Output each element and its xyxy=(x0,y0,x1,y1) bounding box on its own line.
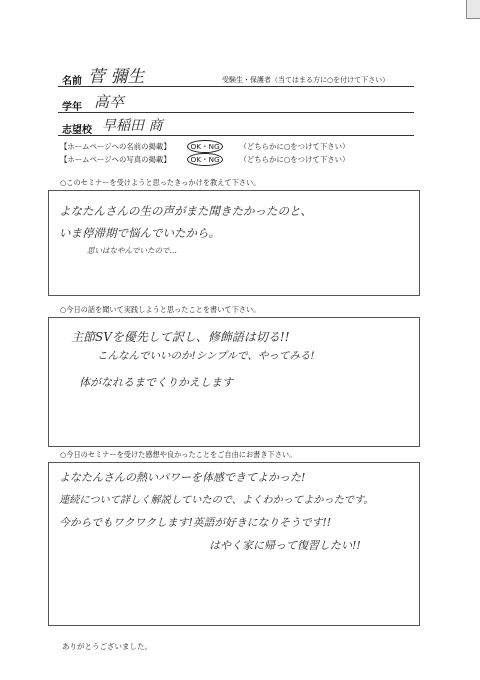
q3-line3: 今からでもワクワクします!英語が好きになりそうです!! xyxy=(59,516,332,529)
q2-line1: 主節SVを優先して訳し、修飾語は切る!! xyxy=(71,330,290,344)
school-value: 早稲田 商 xyxy=(102,118,163,134)
q2-answer-box xyxy=(48,317,420,447)
corner-tab xyxy=(466,0,480,19)
name-row xyxy=(58,66,414,87)
q3-answer-box xyxy=(48,462,420,626)
grade-row xyxy=(58,94,414,113)
consent-photo-ok-ng: OK・NG xyxy=(187,153,222,166)
role-note: 受験生・保護者（当てはまる方に○を付けて下さい） xyxy=(222,76,390,84)
consent-name-label: 【ホームページへの名前の掲載】 xyxy=(60,142,171,151)
q1-line3: 思いはなやんでいたので… xyxy=(87,246,177,255)
q1-answer-box xyxy=(48,190,420,296)
q2-prompt: ○今日の話を聞いて実践しようと思ったことを書いて下さい。 xyxy=(60,305,261,314)
q2-line3: 体がなれるまでくりかえします xyxy=(79,376,233,389)
grade-label: 学年 xyxy=(62,102,82,113)
consent-name-row xyxy=(60,140,349,153)
q3-prompt: ○今日のセミナーを受けた感想や良かったことをご自由にお書き下さい。 xyxy=(60,450,297,459)
school-row xyxy=(58,117,414,136)
thanks-footer: ありがとうございました。 xyxy=(62,642,152,651)
q3-line2: 連続について詳しく解説していたので、よくわかってよかったです。 xyxy=(59,495,374,506)
q1-prompt: ○このセミナーを受けようと思ったきっかけを教えて下さい。 xyxy=(60,178,261,187)
name-label: 名前 xyxy=(62,76,82,87)
consent-photo-row xyxy=(60,153,349,166)
q1-line1: よなたんさんの生の声がまた聞きたかったのと、 xyxy=(59,204,312,218)
q3-line1: よなたんさんの熱いパワーを体感できてよかった! xyxy=(59,471,306,484)
consent-name-ok-ng: OK・NG xyxy=(187,140,222,153)
q2-line2: こんなんでいいのか!シンプルで、やってみる! xyxy=(97,350,315,362)
school-label: 志望校 xyxy=(62,125,92,136)
grade-value: 高卒 xyxy=(94,93,125,111)
consent-name-note: （どちらかに○をつけて下さい） xyxy=(239,142,350,151)
q3-line4: はやく家に帰って復習したい!! xyxy=(209,539,361,552)
consent-photo-label: 【ホームページへの写真の掲載】 xyxy=(60,155,171,164)
name-value: 菅 彌生 xyxy=(88,67,145,87)
consent-photo-note: （どちらかに○をつけて下さい） xyxy=(239,155,350,164)
q1-line2: いま停滞期で悩んでいたから。 xyxy=(59,226,220,240)
